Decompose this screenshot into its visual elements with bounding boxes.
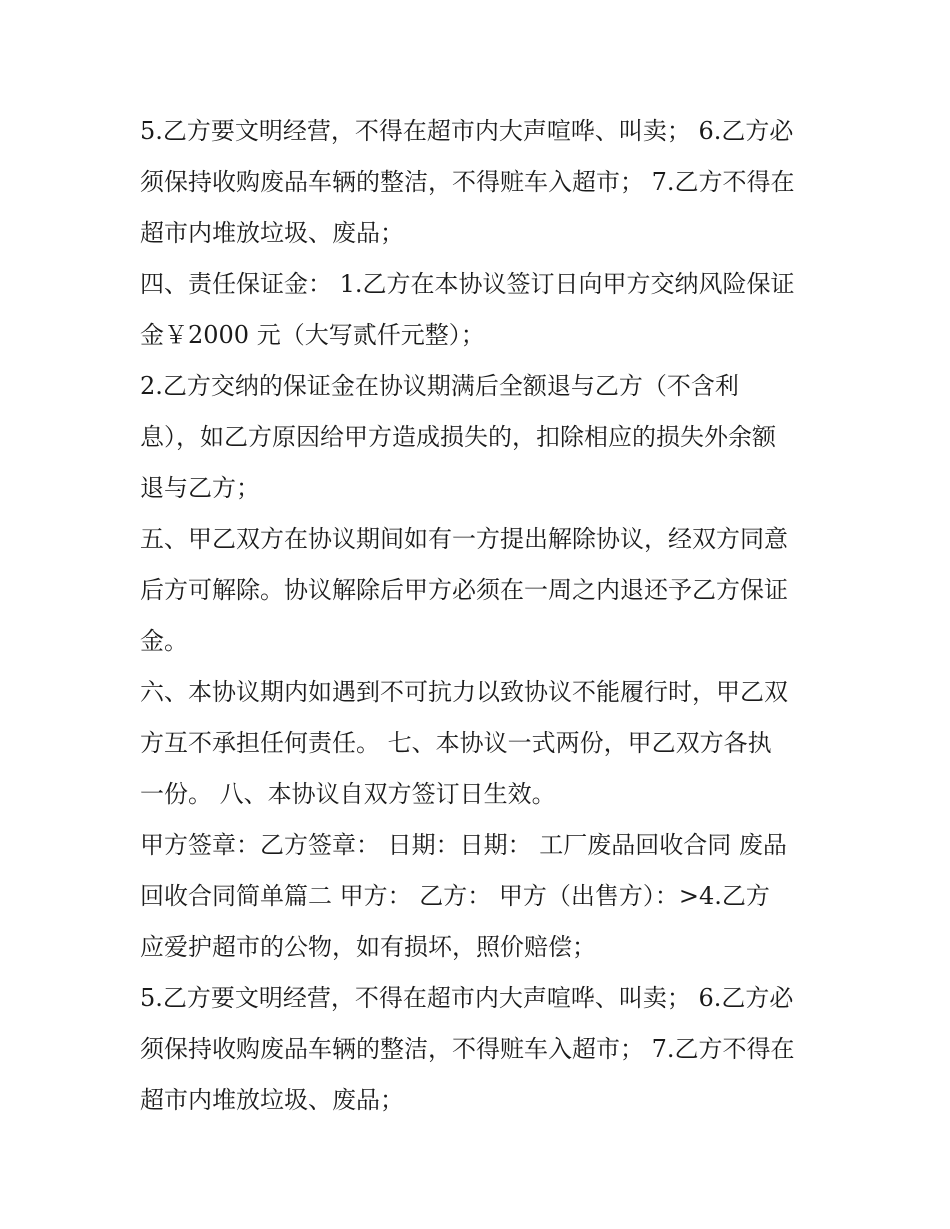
text-line: 超市内堆放垃圾、废品； (140, 219, 404, 247)
text-line: 须保持收购废品车辆的整洁，不得赃车入超市； 7.乙方不得在 (140, 1035, 795, 1063)
text-line: 四、责任保证金： 1.乙方在本协议签订日向甲方交纳风险保证 (140, 270, 795, 298)
document-body (140, 106, 820, 1126)
text-line: 5.乙方要文明经营，不得在超市内大声喧哗、叫卖； 6.乙方必 (140, 117, 794, 145)
text-line: 退与乙方； (140, 474, 260, 502)
text-line: 须保持收购废品车辆的整洁，不得赃车入超市； 7.乙方不得在 (140, 168, 795, 196)
text-line: 2.乙方交纳的保证金在协议期满后全额退与乙方（不含利 (140, 372, 739, 400)
text-line: 超市内堆放垃圾、废品； (140, 1086, 404, 1114)
text-line: 5.乙方要文明经营，不得在超市内大声喧哗、叫卖； 6.乙方必 (140, 984, 794, 1012)
text-line: 五、甲乙双方在协议期间如有一方提出解除协议，经双方同意 (140, 525, 788, 553)
text-line: 方互不承担任何责任。 七、本协议一式两份，甲乙双方各执 (140, 729, 772, 757)
text-line: 金。 (140, 627, 188, 655)
text-line: 甲方签章：乙方签章： 日期：日期： 工厂废品回收合同 废品 (140, 831, 787, 859)
text-line: 六、本协议期内如遇到不可抗力以致协议不能履行时，甲乙双 (140, 678, 788, 706)
text-line: 应爱护超市的公物，如有损坏，照价赔偿； (140, 933, 596, 961)
text-line: 后方可解除。协议解除后甲方必须在一周之内退还予乙方保证 (140, 576, 788, 604)
text-line: 金￥2000 元（大写贰仟元整）； (140, 321, 485, 349)
text-line: 息），如乙方原因给甲方造成损失的，扣除相应的损失外余额 (140, 423, 776, 451)
text-line: 一份。 八、本协议自双方签订日生效。 (140, 780, 556, 808)
text-line: 回收合同简单篇二 甲方： 乙方： 甲方（出售方）：>4.乙方 (140, 882, 770, 910)
